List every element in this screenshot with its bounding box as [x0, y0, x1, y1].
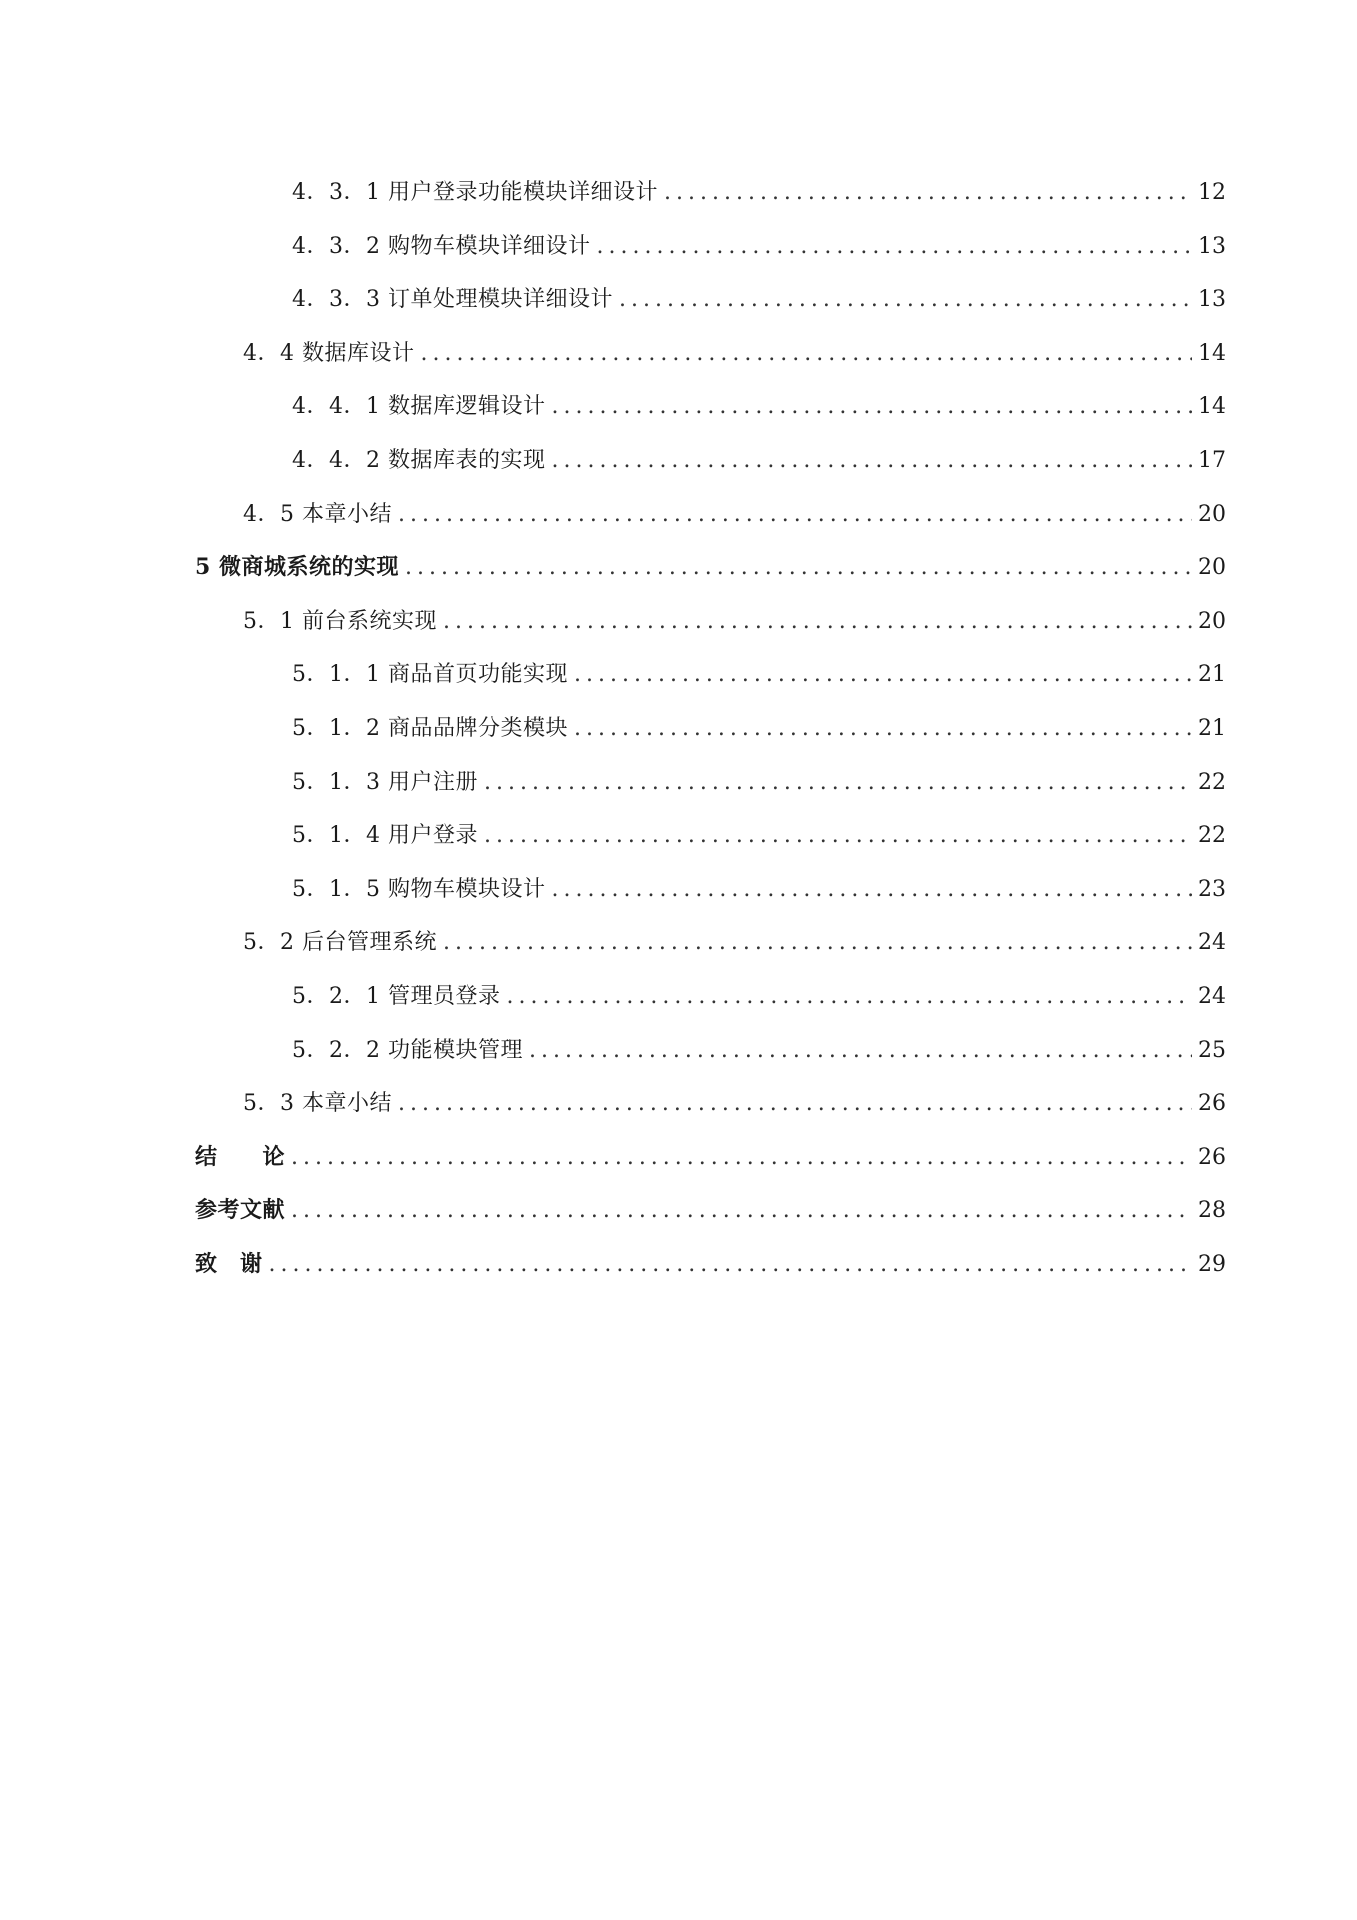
toc-leader-dots [269, 1238, 1192, 1292]
toc-entry-page: 25 [1198, 1037, 1226, 1063]
toc-entry[interactable] [195, 327, 1226, 381]
toc-entry-label: 5．1 前台系统实现 [243, 608, 437, 634]
toc-entry[interactable] [195, 1077, 1226, 1131]
toc-entry-label: 5．1．3 用户注册 [292, 769, 478, 795]
toc-leader-dots [574, 702, 1192, 756]
toc-leader-dots [443, 916, 1192, 970]
toc-entry-label: 5．1．5 购物车模块设计 [292, 876, 546, 902]
toc-entry[interactable] [195, 756, 1226, 810]
toc-entry-page: 26 [1198, 1144, 1226, 1170]
toc-entry-page: 23 [1198, 876, 1226, 902]
toc-entry-page: 13 [1198, 233, 1226, 259]
toc-entry[interactable] [195, 1184, 1226, 1238]
toc-entry-label: 4．4 数据库设计 [243, 340, 415, 366]
toc-leader-dots [398, 488, 1192, 542]
toc-entry-page: 14 [1198, 394, 1226, 420]
toc-entry-label: 5．1．2 商品品牌分类模块 [292, 715, 568, 741]
toc-leader-dots [597, 220, 1193, 274]
toc-leader-dots [574, 648, 1192, 702]
toc-entry[interactable] [195, 916, 1226, 970]
toc-entry-page: 20 [1198, 555, 1226, 581]
toc-entry-page: 28 [1198, 1198, 1226, 1224]
toc-leader-dots [405, 541, 1192, 595]
toc-entry-page: 29 [1198, 1251, 1226, 1277]
toc-entry-label: 4．4．2 数据库表的实现 [292, 447, 546, 473]
toc-leader-dots [619, 273, 1192, 327]
toc-entry[interactable] [195, 380, 1226, 434]
toc-leader-dots [529, 1024, 1192, 1078]
toc-entry[interactable] [195, 1131, 1226, 1185]
table-of-contents [195, 166, 1226, 1291]
toc-entry-label: 4．3．1 用户登录功能模块详细设计 [292, 180, 658, 205]
toc-entry-label: 4．5 本章小结 [243, 501, 392, 527]
toc-entry-label: 4．3．3 订单处理模块详细设计 [292, 287, 613, 313]
toc-entry-page: 22 [1198, 823, 1226, 849]
toc-entry[interactable] [195, 595, 1226, 649]
toc-leader-dots [552, 863, 1193, 917]
toc-leader-dots [484, 809, 1192, 863]
toc-entry[interactable] [195, 863, 1226, 917]
toc-entry[interactable] [195, 220, 1226, 274]
toc-entry[interactable] [195, 166, 1226, 220]
toc-leader-dots [291, 1131, 1192, 1185]
toc-entry[interactable] [195, 273, 1226, 327]
toc-entry-label: 5．1．4 用户登录 [292, 823, 478, 849]
toc-entry-page: 22 [1198, 769, 1226, 795]
toc-leader-dots [291, 1184, 1192, 1238]
toc-entry-label: 5．2．2 功能模块管理 [292, 1037, 523, 1063]
toc-entry-page: 24 [1198, 930, 1226, 956]
toc-leader-dots [552, 434, 1193, 488]
toc-entry-label: 致 谢 [195, 1250, 263, 1277]
toc-entry[interactable] [195, 970, 1226, 1024]
toc-leader-dots [552, 380, 1193, 434]
toc-entry-page: 21 [1198, 715, 1226, 741]
toc-entry[interactable] [195, 809, 1226, 863]
toc-entry-page: 20 [1198, 501, 1226, 527]
toc-entry-label: 4．4．1 数据库逻辑设计 [292, 394, 546, 420]
toc-leader-dots [484, 756, 1192, 810]
toc-entry-page: 26 [1198, 1091, 1226, 1117]
toc-entry-page: 24 [1198, 983, 1226, 1009]
toc-entry-label: 结 论 [195, 1143, 286, 1170]
toc-entry[interactable] [195, 1024, 1226, 1078]
toc-leader-dots [507, 970, 1193, 1024]
toc-entry-page: 14 [1198, 340, 1226, 366]
toc-entry-label: 5．2 后台管理系统 [243, 930, 437, 956]
toc-entry-label: 5．1．1 商品首页功能实现 [292, 662, 568, 688]
toc-entry[interactable] [195, 648, 1226, 702]
toc-entry-label: 5．2．1 管理员登录 [292, 983, 501, 1009]
toc-leader-dots [664, 166, 1192, 220]
toc-entry-page: 12 [1198, 180, 1226, 205]
toc-entry-label: 5．3 本章小结 [243, 1091, 392, 1117]
toc-entry-page: 17 [1198, 447, 1226, 473]
toc-entry[interactable] [195, 488, 1226, 542]
toc-entry[interactable] [195, 1238, 1226, 1292]
toc-entry[interactable] [195, 434, 1226, 488]
toc-entry[interactable] [195, 702, 1226, 756]
toc-leader-dots [421, 327, 1193, 381]
toc-entry-label: 4．3．2 购物车模块详细设计 [292, 233, 591, 259]
toc-entry[interactable] [195, 541, 1226, 595]
toc-entry-page: 13 [1198, 287, 1226, 313]
toc-entry-label: 5 微商城系统的实现 [195, 554, 399, 581]
toc-leader-dots [443, 595, 1192, 649]
toc-leader-dots [398, 1077, 1192, 1131]
toc-entry-label: 参考文献 [195, 1197, 286, 1224]
toc-entry-page: 20 [1198, 608, 1226, 634]
toc-entry-page: 21 [1198, 662, 1226, 688]
